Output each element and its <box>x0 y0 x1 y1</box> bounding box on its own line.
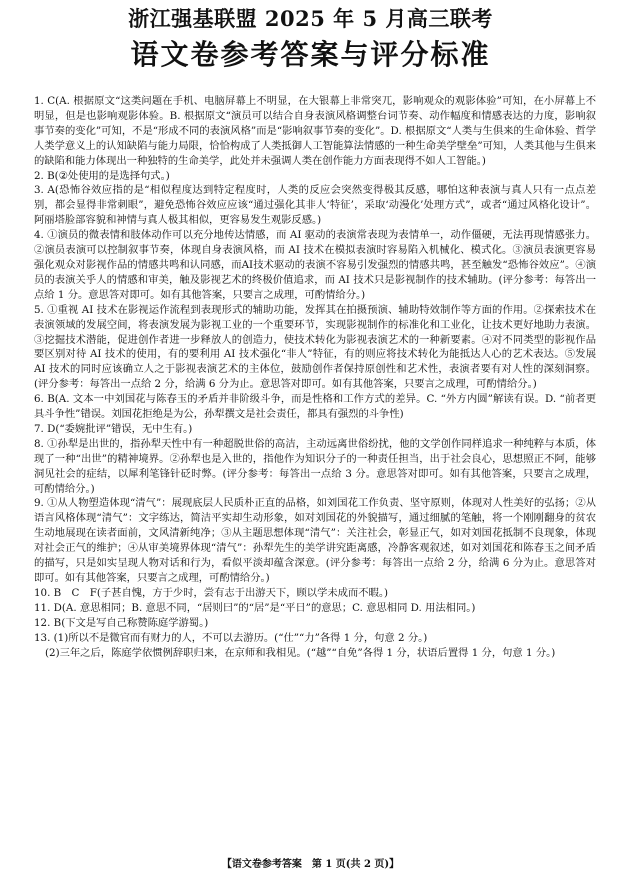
answer-item: 7. D(“委婉批评”错误，无中生有。) <box>34 422 193 435</box>
answer-item-13-part2: (2)三年之后，陈庭学依惯例辞职归来，在京师和我相见。(“越”“自免”各得 1 分，状语后置得 1 分，句意 1 分。) <box>45 646 556 659</box>
answer-item: 6. B(A. 文本一中刘国花与陈春玉的矛盾并非阶级斗争，而是性格和工作方式的差异。C. “外方内圆”解读有误。D. “前者更具斗争性”错误。刘国花拒绝是为公，孙犁撰文是社会责任，都具有强烈的斗争性) <box>34 393 596 421</box>
answer-item: 2. B(②处使用的是选择句式。) <box>34 169 170 182</box>
answer-item: 10. B C F(子甚自愧，方于少时，尝有志于出游天下，顾以学未成而不暇。) <box>34 586 389 599</box>
answer-item: 3. A(恐怖谷效应指的是“相似程度达到特定程度时，人类的反应会突然变得极其反感，哪怕这种表演与真人只有一点点差别，都会显得非常刺眼”，避免恐怖谷效应应该“通过强化其非人‘特征’，采取‘动漫化’处理方式”，或者“通过风格化设计”。阿丽塔脸部容貌和神情与真人极其相似，更容易发生观影反感。) <box>34 184 596 227</box>
answer-body <box>34 94 596 660</box>
answer-item: 8. ①孙犁是出世的，指孙犁天性中有一种超脱世俗的高洁，主动远离世俗纷扰，他的文学创作同样追求一种纯粹与本质，体现了一种“出世”的精神境界。②孙犁也是入世的，指他作为知识分子的一种责任担当，出于社会良心，思想照正不阿，能够洞见社会的症结，以犀利笔锋针砭时弊。(评分参考：每答出一点给 3 分。意思答对即可。如有其他答案，只要言之成理，可酌情给分。) <box>34 437 596 495</box>
answer-item: 5. ①重视 AI 技术在影视运作流程到表现形式的辅助功能，发挥其在拍摄预演、辅助特效制作等方面的作用。②探索技术在表演领域的发展空间，将表演发展为影视工业的一个重要环节，实现影视制作的标准化和工业化，让技术更好地助力表演。③挖掘技术潜能，促进创作者进一步释放人的创造力，使技术转化为影视表演艺术的一种新要素。④对不同类型的影视作品要区别对待 AI 技术的使用，有的要利用 AI 技术强化“非人”特征，有的则应将技术转化为能抵达人心的艺术表达。⑤发展 AI 技术的同时应该确立人之于影视表演艺术的主体位，鼓励创作者保持原创性和艺术性，表演者要有对人性的深刻洞察。(评分参考：每答出一点给 2 分，给满 6 分为止。意思答对即可。如有其他答案，只要言之成理，可酌情给分。) <box>34 303 596 391</box>
exam-title: 浙江强基联盟 2025 年 5 月高三联考 <box>128 6 493 31</box>
answer-item: 9. ①从人物塑造体现“清气”：展现底层人民质朴正直的品格，如刘国花工作负责、坚守原则，体现对人性美好的弘扬；②从语言风格体现“清气”：文字练达，简洁平实却生动形象，如对刘国花的外貌描写，通过细腻的笔触，将一个刚刚翻身的贫农生动地展现在读者面前，文风清新纯净；③从主题思想体现“清气”：关注社会，彰显正气，如对刘国花抵制不良现象，体现对社会正气的维护；④从审美境界体现“清气”：孙犁先生的美学讲究距离感，冷静客观叙述，如对刘国花和陈春玉之间矛盾的描写，只是如实呈现人物对话和行为，看似平淡却蕴含深意。(评分参考：每答出一点给 2 分，给满 6 分为止。意思答对即可。如有其他答案，只要言之成理，可酌情给分。) <box>34 497 596 584</box>
answer-item: 4. ①演员的微表情和肢体动作可以充分地传达情感，而 AI 驱动的表演常表现为表情单一，动作僵硬，无法再现情感张力。②演员表演可以控制叙事节奏，体现自身表演风格，而 AI 技术在模拟表演时容易陷入机械化、模式化。③演员表演更容易强化观众对影视作品的情感共鸣和认同感，而AI技术驱动的表演不容易引发强烈的情感共鸣，甚至触发“恐怖谷效应”。④演员的表演关乎人的情感和审美，触及影视艺术的终极价值追求，而 AI 技术只是影视制作的技术辅助。(评分参考：每答出一点给 1 分。意思答对即可。如有其他答案，只要言之成理，可酌情给分。) <box>34 229 596 301</box>
answer-item-13-part1: 13. (1)所以不是微官而有财力的人，不可以去游历。(“仕”“力”各得 1 分，句意 2 分。) <box>34 631 428 644</box>
answer-item: 1. C(A. 根据原文“这类问题在手机、电脑屏幕上不明显，在大银幕上非常突兀，影响观众的观影体验”可知，在小屏幕上不明显，但是也影响观影体验。B. 根据原文“演员可以结合自身表演风格调整台词节奏、动作幅度和情感表达的力度，影响叙事节奏的变化”可知，不是“形成不同的表演风格”而是“影响叙事节奏的变化”。D. 根据原文“人类与生俱来的生命体验、哲学人类学意义上的认知缺陷与能力局限，恰恰构成了人类抵御人工智能算法情感的一种生命美学壁垒”可知，人类其他与生俱来的缺陷和能力体现出一种独特的生命美学，此处并未强调人类在创作能力方面表现得不如人工智能。) <box>34 95 596 167</box>
answer-item: 12. B(下文是写自己称赞陈庭学游蜀。) <box>34 616 209 629</box>
page-footer: 【语文卷参考答案 第 1 页(共 2 页)】 <box>221 859 400 870</box>
document-title: 语文卷参考答案与评分标准 <box>130 38 491 71</box>
answer-item: 11. D(A. 意思相同；B. 意思不同，“居则曰”的“居”是“平日”的意思；C. 意思相同 D. 用法相同。) <box>34 601 476 614</box>
